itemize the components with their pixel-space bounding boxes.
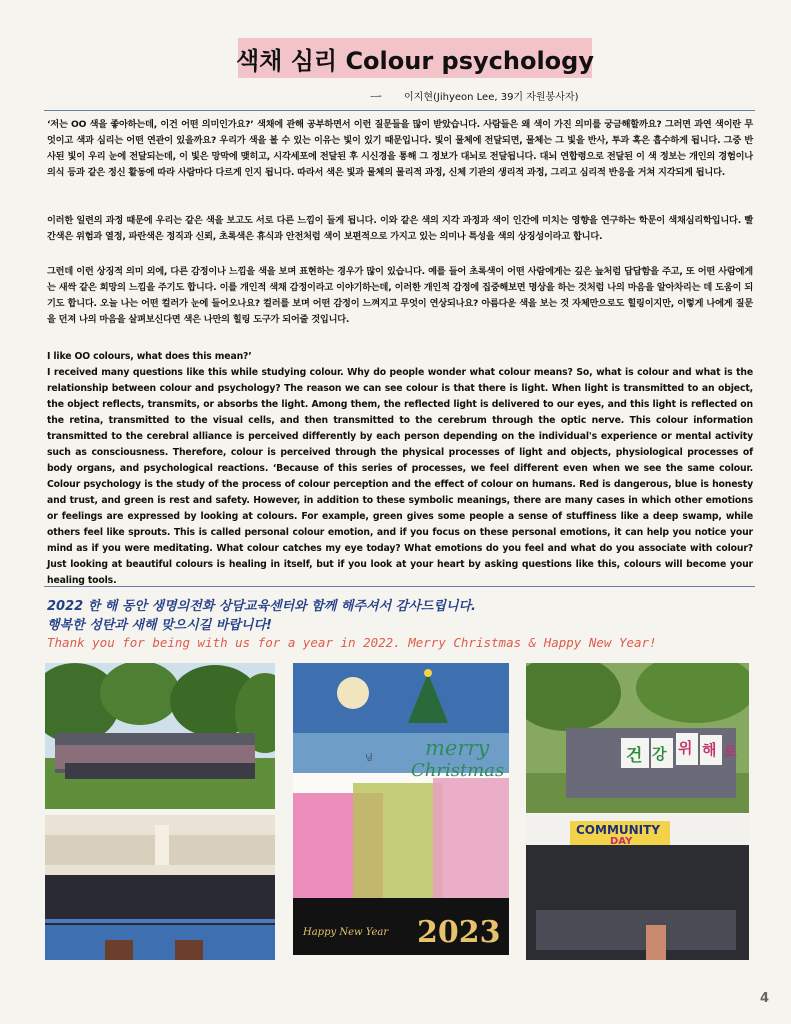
- english-body: I received many questions like this while studying colour. Why do people wonder what colour means? So, what is colour and what is the relationship between colour and psychology? The reason we can see colour is that there is light. When light is transmitted to an object, the object reflects, transmits, or absorbs the light. Among them, the reflected light is delivered to our eyes, and this light is reflected on the retina, transmitted to the visual cells, and then transmitted to the cerebrum through the optic nerve. This colour information transmitted to the cerebral alliance is perceived differently by each person depending on the individual's experience or mental activity such as consciousness. Therefore, colour is perceived through the physical processes of light and objects, physiological processes of body organs, and psychological reactions. ‘Because of this series of processes, we feel different even when we see the same colour. Colour psychology is the study of the process of colour perception and the effect of colour on humans. Red is dangerous, blue is honesty and trust, and green is rest and safety. However, in addition to these symbolic meanings, there are many cases in which other emotions or feelings are expressed by looking at colours. For example, green gives some people a sense of stuffiness like a deep swamp, while others feel like sprouts. This is called personal colour emotion, and if you focus on these personal emotions, it can help you notice your mind as if you were meditating. What colour catches my eye today? What emotions do you feel and what do you associate with colour? Just looking at beautiful colours is healing in itself, but if you look at your heart by asking questions like this, colours will become your healing tools.: [47, 367, 753, 586]
- top-divider: [44, 110, 755, 111]
- card-happy-new-year: Happy New Year: [303, 927, 389, 938]
- sign-text-5: 로: [724, 745, 737, 760]
- title-banner: [238, 38, 592, 78]
- bottom-divider: [44, 586, 755, 587]
- christmas-card: [293, 663, 509, 955]
- group-photo-indoor: [45, 815, 275, 960]
- sign-text-1: 건: [626, 746, 643, 766]
- page-number: 4: [759, 991, 769, 1006]
- sign-text-2: 강: [652, 745, 667, 763]
- author-credit: 이지현(Jihyeon Lee, 39기 자원봉사자): [404, 92, 579, 103]
- thanks-korean-line-2: 행복한 성탄과 새해 맞으시길 바랍니다!: [47, 618, 272, 633]
- christmas-card-image: [293, 663, 509, 955]
- group-photo-indoor-image: [45, 815, 275, 960]
- community-day-photo: [526, 815, 749, 960]
- group-photo-park: [45, 663, 275, 809]
- community-sign-line2: DAY: [610, 836, 633, 847]
- community-sign-line1: COMMUNITY: [576, 823, 661, 837]
- thanks-english: Thank you for being with us for a year in 2022. Merry Christmas & Happy New Year!: [47, 635, 657, 650]
- english-question: I like OO colours, what does this mean?’: [47, 351, 252, 362]
- card-year: 2023: [417, 915, 501, 950]
- sign-text-3: 위: [678, 739, 693, 757]
- card-merry-text: merry: [425, 736, 490, 760]
- page-title: 색채 심리 Colour psychology: [236, 46, 594, 75]
- korean-paragraph-3: 그런데 이런 상징적 의미 외에, 다른 감정이나 느낌을 색을 보며 표현하는 경우가 많이 있습니다. 예를 들어 초록색이 어떤 사람에게는 깊은 늪처럼 답답함을 주고, 또 어떤 사람에게는 새싹 같은 희망의 느낌을 주기도 합니다. 이를 개인적 색채 감정이라고 이야기하는데, 이러한 개인적 감정에 집중해보면 명상을 하는 것처럼 나의 마음을 알아차리는 데 도움이 되기도 합니다. 오늘 나는 어떤 컬러가 눈에 들어오나요? 컬러를 보며 어떤 감정이 느껴지고 무엇이 연상되나요? 아름다운 색을 보는 것 자체만으로도 힐링이지만, 이렇게 나에게 질문을 던져 나의 마음을 살펴보신다면 색은 나만의 힐링 도구가 되어줄 것입니다.: [47, 266, 753, 325]
- sign-text-4: 해: [702, 741, 717, 759]
- thanks-korean: [47, 597, 476, 635]
- author-dash: ㅡ: [370, 90, 382, 104]
- group-photo-park-image: [45, 663, 275, 809]
- korean-paragraph-1: ‘저는 OO 색을 좋아하는데, 이건 어떤 의미인가요?’ 색채에 관해 공부하면서 이런 질문들을 많이 받았습니다. 사람들은 왜 색이 가진 의미를 궁금해할까요? 그러면 과연 색이란 무엇이고 색과 심리는 어떤 연관이 있을까요? 우리가 색을 볼 수 있는 이유는 빛이 있기 때문입니다. 빛이 물체에 전달되면, 물체는 그 빛을 반사, 투과 혹은 흡수하게 됩니다. 그중 반사된 빛이 우리 눈에 전달되는데, 이 빛은 망막에 맺히고, 시각세포에 전달된 후 시신경을 통해 그 정보가 대뇌로 전달됩니다. 대뇌 연합령으로 전달된 이 색 정보는 개인의 경험이나 의식 등과 같은 정신 활동에 따라 사람마다 다르게 인지 됩니다. 따라서 색은 빛과 물체의 물리적 과정, 신체 기관의 생리적 과정, 그리고 심리적 반응을 거쳐 지각되게 됩니다.: [47, 119, 753, 178]
- group-photo-signs: [526, 663, 749, 813]
- group-photo-signs-image: [526, 663, 749, 813]
- card-to-suffix: 님: [365, 753, 373, 762]
- card-christmas-text: Christmas: [411, 760, 505, 781]
- korean-paragraph-2: 이러한 일련의 과정 때문에 우리는 같은 색을 보고도 서로 다른 느낌이 들게 됩니다. 이와 같은 색의 지각 과정과 색이 인간에 미치는 영향을 연구하는 학문이 색채심리학입니다. 빨간색은 위험과 열정, 파란색은 정직과 신뢰, 초록색은 휴식과 안전처럼 색이 보편적으로 가지고 있는 의미나 특성을 색의 상징성이라고 합니다.: [47, 215, 753, 242]
- thanks-korean-line-1: 2022 한 해 동안 생명의전화 상담교육센터와 함께 해주셔서 감사드립니다.: [47, 599, 476, 614]
